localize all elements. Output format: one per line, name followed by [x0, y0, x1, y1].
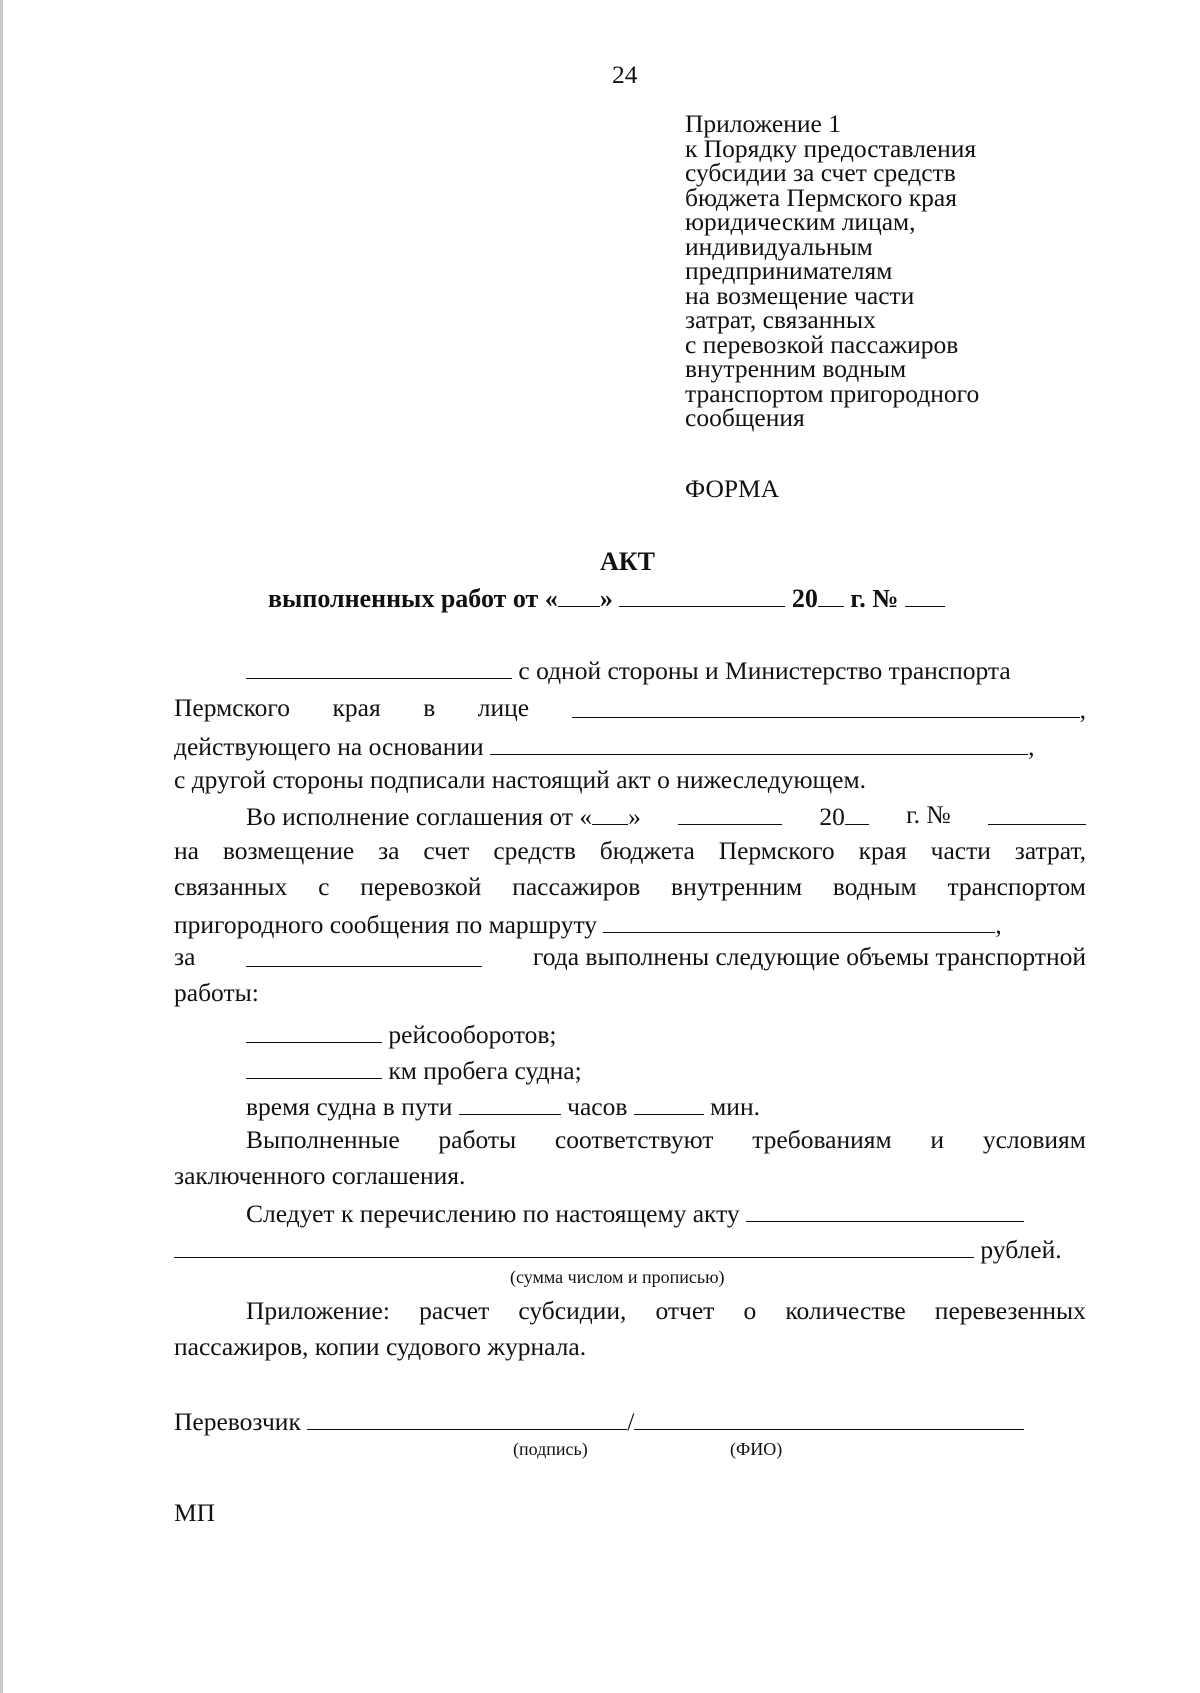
word: связанных	[174, 872, 288, 901]
word: расчет	[419, 1296, 490, 1325]
appendix-line: Приложение 1	[685, 109, 841, 138]
line-agreement-end: заключенного соглашения.	[174, 1161, 466, 1190]
agreement-day-blank	[592, 802, 628, 825]
word: перевозкой	[360, 872, 482, 901]
appendix-line: внутренним водным	[685, 354, 907, 383]
word: за	[378, 836, 400, 865]
word: края	[858, 836, 907, 865]
appendix-line: с перевозкой пассажиров	[685, 329, 959, 359]
subtitle-quote: »	[599, 584, 613, 613]
day-blank	[558, 584, 600, 607]
appendix-line: к Порядку предоставления	[685, 133, 977, 163]
word: пассажиров	[512, 872, 641, 901]
word: Выполненные	[246, 1125, 400, 1154]
line-text: действующего на основании	[174, 732, 484, 761]
word: Пермского	[718, 836, 835, 865]
rubles-label: рублей.	[980, 1235, 1062, 1264]
amount-blank	[174, 1235, 974, 1258]
document-subtitle	[268, 584, 945, 612]
year-blank	[818, 584, 844, 607]
appendix-line: затрат, связанных	[685, 305, 876, 334]
number-blank	[905, 584, 945, 607]
subtitle-number-label: г. №	[850, 584, 899, 613]
name-blank	[634, 1407, 1024, 1430]
trips-blank	[246, 1020, 382, 1043]
word: транспортом	[947, 872, 1086, 901]
payment-blank	[746, 1199, 1024, 1222]
line-transport	[174, 874, 1086, 900]
appendix-line: предпринимателям	[685, 256, 893, 285]
word: в	[423, 693, 436, 722]
line-text: мин.	[710, 1092, 760, 1121]
scan-edge	[0, 0, 3, 1693]
word: лице	[477, 693, 530, 722]
period-blank	[246, 944, 482, 967]
minutes-blank	[634, 1092, 704, 1115]
subtitle-text: выполненных работ от «	[268, 584, 558, 613]
word: средств	[493, 836, 576, 865]
month-blank	[619, 584, 785, 607]
word: и	[930, 1125, 945, 1154]
word: Пермского	[174, 693, 290, 722]
party-blank	[246, 656, 512, 679]
document-title: АКТ	[600, 547, 655, 576]
signature-line	[174, 1407, 1024, 1435]
agreement-number-blank	[988, 802, 1086, 825]
quote: »	[628, 802, 641, 831]
signature-blank	[307, 1407, 627, 1430]
subtitle-year: 20	[791, 584, 818, 613]
line-works: работы:	[174, 978, 259, 1007]
word: Приложение:	[246, 1296, 390, 1325]
word: работы	[438, 1125, 517, 1154]
slash: /	[627, 1407, 635, 1436]
sign-caption: (подпись)	[513, 1439, 588, 1459]
line-text: часов	[567, 1092, 628, 1121]
comma: ,	[1079, 695, 1086, 724]
line-text: Во исполнение соглашения от «	[246, 802, 593, 831]
appendix-line: юридическим лицам,	[685, 207, 916, 236]
line-text: с одной стороны и Министерство транспорта	[518, 656, 1011, 685]
comma: ,	[995, 910, 1002, 939]
line-text: время судна в пути	[246, 1092, 453, 1121]
form-label: ФОРМА	[685, 474, 780, 503]
page-number: 24	[612, 60, 638, 89]
word: возмещение	[222, 836, 355, 865]
appendix-line: бюджета Пермского края	[685, 182, 957, 212]
appendix-line: на возмещение части	[685, 280, 915, 310]
line-period	[174, 944, 1086, 970]
km-blank	[246, 1056, 382, 1079]
line-text: Следует к перечислению по настоящему акту	[246, 1199, 740, 1228]
appendix-line: субсидии за счет средств	[685, 158, 956, 187]
line-payment	[246, 1199, 1024, 1227]
line-route	[174, 910, 1002, 938]
hours-blank	[459, 1092, 561, 1115]
word: за	[174, 942, 196, 971]
name-caption: (ФИО)	[730, 1439, 783, 1459]
line-text: км пробега судна;	[388, 1056, 582, 1085]
line-text: пригородного сообщения по маршруту	[174, 910, 598, 939]
line-text: рейсооборотов;	[388, 1020, 557, 1049]
route-blank	[603, 910, 995, 933]
word: о	[743, 1296, 757, 1325]
line-text: года выполнены следующие объемы транспортной	[532, 942, 1086, 971]
word: перевезенных	[934, 1296, 1086, 1325]
word: на	[174, 836, 199, 865]
line-signed: с другой стороны подписали настоящий акт о нижеследующем.	[174, 765, 866, 794]
line-parties	[246, 656, 1011, 684]
representative-blank	[572, 695, 1080, 718]
line-represented	[174, 695, 1086, 723]
word: бюджета	[599, 836, 695, 865]
line-basis	[174, 732, 1034, 760]
appendix-header	[685, 109, 980, 432]
agreement-year-blank	[845, 802, 869, 825]
word: части	[930, 836, 991, 865]
agreement-month-blank	[678, 802, 782, 825]
word: соответствуют	[554, 1125, 714, 1154]
word: водным	[832, 872, 917, 901]
word: отчет	[655, 1296, 715, 1325]
carrier-label: Перевозчик	[174, 1407, 301, 1436]
line-trips	[246, 1020, 556, 1048]
line-attachment-end: пассажиров, копии судового журнала.	[174, 1332, 587, 1361]
appendix-line: транспортом пригородного	[685, 378, 980, 408]
word: счет	[423, 836, 470, 865]
line-attachment	[246, 1298, 1086, 1324]
comma: ,	[1028, 732, 1035, 761]
line-compensation	[174, 838, 1086, 864]
word: затрат,	[1014, 836, 1086, 865]
word: внутренним	[671, 872, 803, 901]
appendix-line: сообщения	[685, 403, 805, 432]
sum-caption: (сумма числом и прописью)	[510, 1267, 725, 1287]
line-compliance	[246, 1127, 1086, 1153]
word: количестве	[785, 1296, 906, 1325]
appendix-line: индивидуальным	[685, 231, 873, 261]
word: требованиям	[752, 1125, 892, 1154]
word: субсидии,	[518, 1296, 627, 1325]
line-agreement	[246, 802, 1086, 830]
agreement-number-label: г. №	[906, 800, 951, 829]
word: с	[318, 872, 330, 901]
line-km	[246, 1056, 582, 1084]
line-time	[246, 1092, 760, 1120]
stamp-label: МП	[174, 1498, 216, 1527]
agreement-year: 20	[819, 802, 845, 831]
word: края	[332, 693, 381, 722]
word: условиям	[982, 1125, 1086, 1154]
basis-blank	[490, 732, 1028, 755]
line-amount	[174, 1235, 1062, 1263]
